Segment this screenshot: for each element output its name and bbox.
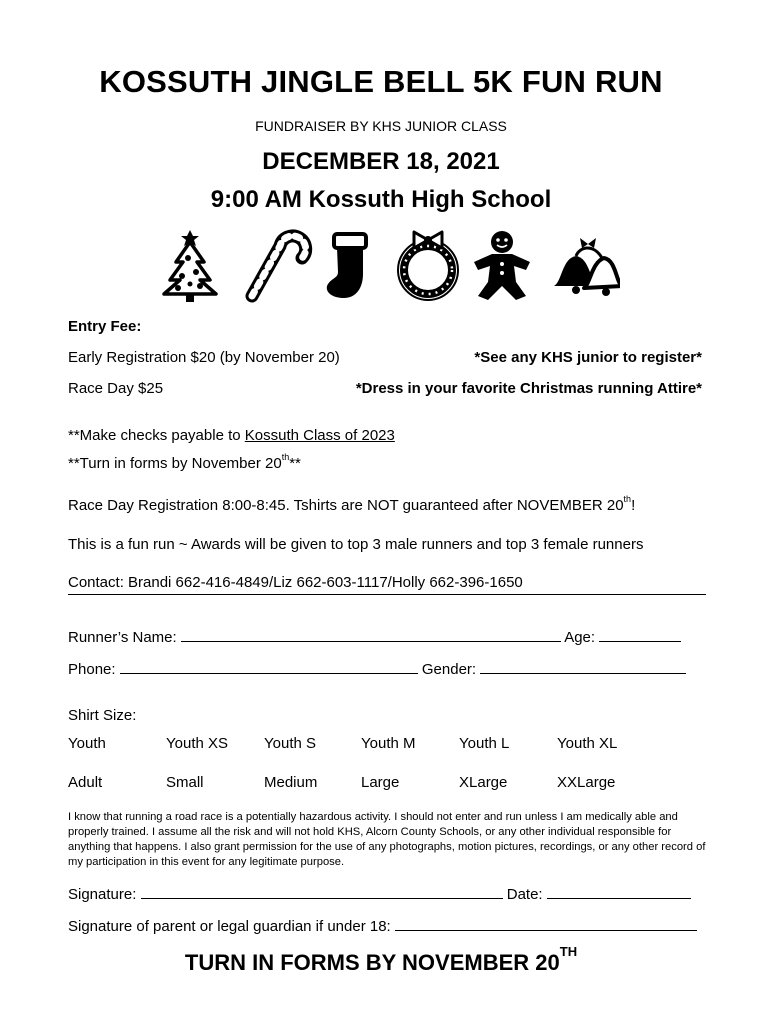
liability-disclaimer: I know that running a road race is a potentially hazardous activity. I should not enter and run unless I am medically able and properly trained. I assume all the risk and will not hold KHS, Alcorn County Schools, or any other individual responsible for anything that happens. I also grant permission for the use of any photographs, motion pictures, recordings, or any other record of my participation in this event for any legitimate purpose. <box>68 811 706 868</box>
checks-prefix: **Make checks payable to <box>68 427 245 444</box>
footer-text: TURN IN FORMS BY NOVEMBER 20 <box>184 950 560 975</box>
contact-info: Contact: Brandi 662-416-4849/Liz 662-603-1117/Holly 662-396-1650 <box>68 574 523 591</box>
guardian-label: Signature of parent or legal guardian if under 18: <box>68 918 391 935</box>
date-label: Date: <box>506 886 543 903</box>
entry-fee-heading: Entry Fee: <box>68 318 142 335</box>
guardian-signature-field[interactable] <box>395 916 697 931</box>
youth-size-label: Youth <box>68 735 106 752</box>
turn-in-note <box>68 452 301 472</box>
gingerbread-man-icon <box>474 231 530 300</box>
holiday-icons <box>160 228 620 304</box>
age-label: Age: <box>564 629 596 646</box>
checks-payable <box>68 427 395 444</box>
early-registration-note: *See any KHS junior to register* <box>474 349 702 366</box>
runner-name-field[interactable] <box>181 627 561 642</box>
youth-xs-option[interactable]: Youth XS <box>166 735 228 752</box>
event-date: DECEMBER 18, 2021 <box>262 148 500 175</box>
race-day-registration <box>68 494 636 514</box>
date-field[interactable] <box>547 884 691 899</box>
race-day-fee: Race Day $25 <box>68 380 164 397</box>
adult-medium-option[interactable]: Medium <box>264 774 318 791</box>
page-title: KOSSUTH JINGLE BELL 5K FUN RUN <box>99 64 663 99</box>
early-registration: Early Registration $20 (by November 20) <box>68 349 340 366</box>
turn-in-suffix: ** <box>289 455 301 472</box>
shirt-size-label: Shirt Size: <box>68 707 137 724</box>
adult-xxlarge-option[interactable]: XXLarge <box>557 774 616 791</box>
runner-name-row <box>68 627 681 646</box>
adult-xlarge-option[interactable]: XLarge <box>459 774 508 791</box>
phone-field[interactable] <box>120 659 418 674</box>
adult-small-option[interactable]: Small <box>166 774 204 791</box>
event-time-location: 9:00 AM Kossuth High School <box>210 186 552 213</box>
race-day-note: *Dress in your favorite Christmas running Attire* <box>355 380 702 397</box>
gender-field[interactable] <box>480 659 686 674</box>
bells-icon <box>554 238 620 296</box>
adult-size-label: Adult <box>68 774 103 791</box>
youth-l-option[interactable]: Youth L <box>459 735 510 752</box>
adult-large-option[interactable]: Large <box>361 774 400 791</box>
age-field[interactable] <box>599 627 681 642</box>
youth-xl-option[interactable]: Youth XL <box>557 735 618 752</box>
christmas-tree-icon <box>164 230 216 302</box>
awards-note: This is a fun run ~ Awards will be given to top 3 male runners and top 3 female runners <box>68 536 644 553</box>
registration-suffix: ! <box>631 497 636 514</box>
registration-prefix: Race Day Registration 8:00-8:45. Tshirts are NOT guaranteed after NOVEMBER 20 <box>68 497 624 514</box>
checks-payee: Kossuth Class of 2023 <box>244 427 395 444</box>
subtitle: FUNDRAISER BY KHS JUNIOR CLASS <box>255 118 507 134</box>
youth-s-option[interactable]: Youth S <box>264 735 316 752</box>
registration-sup: th <box>623 494 632 504</box>
guardian-signature-row <box>68 916 697 935</box>
signature-row <box>68 884 691 903</box>
signature-label: Signature: <box>68 886 137 903</box>
phone-label: Phone: <box>68 661 116 678</box>
stocking-icon <box>327 234 366 298</box>
turn-in-sup: th <box>281 452 290 462</box>
youth-m-option[interactable]: Youth M <box>361 735 416 752</box>
phone-row <box>68 659 686 678</box>
footer-sup: TH <box>559 944 578 959</box>
wreath-icon <box>398 232 458 300</box>
turn-in-prefix: **Turn in forms by November 20 <box>68 455 282 472</box>
candy-cane-icon <box>252 236 306 296</box>
runner-name-label: Runner’s Name: <box>68 629 177 646</box>
gender-label: Gender: <box>421 661 477 678</box>
signature-field[interactable] <box>141 884 503 899</box>
divider <box>68 594 706 595</box>
footer-notice <box>0 944 762 976</box>
